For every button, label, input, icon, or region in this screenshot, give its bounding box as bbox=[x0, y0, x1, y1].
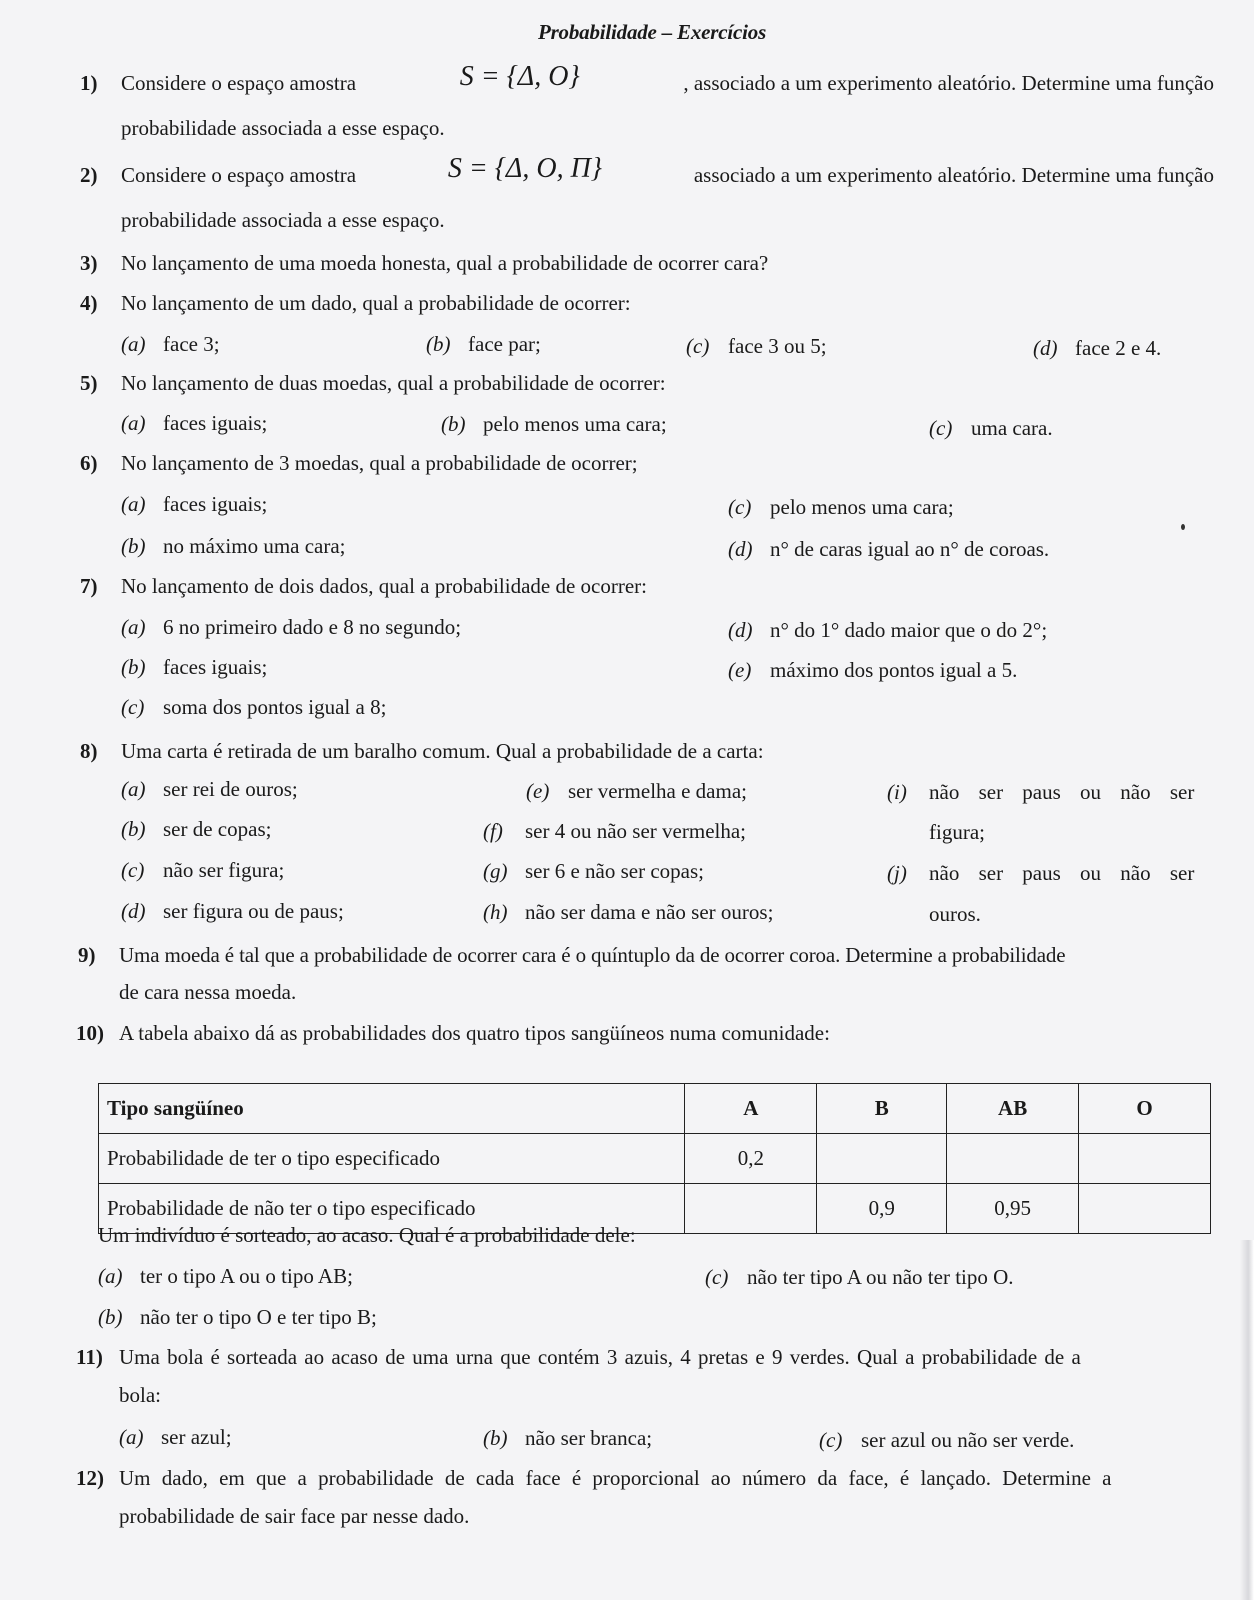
question-3: No lançamento de uma moeda honesta, qual a probabilidade de ocorrer cara? bbox=[121, 251, 769, 275]
option-11b: (b) não ser branca; bbox=[483, 1426, 653, 1450]
table-header-cell: O bbox=[1079, 1084, 1211, 1134]
option-4b: (b) face par; bbox=[426, 332, 541, 356]
blood-type-table bbox=[98, 1083, 1211, 1234]
table-cell bbox=[817, 1134, 947, 1184]
option-8e: (e) ser vermelha e dama; bbox=[526, 779, 747, 803]
question-12: Um dado, em que a probabilidade de cada face é proporcional ao número da face, é lançado. Determine a bbox=[119, 1466, 1112, 1490]
question-number: 8) bbox=[80, 739, 98, 763]
sample-space-formula: S = {Δ, O, Π} bbox=[447, 153, 603, 184]
scan-speck bbox=[1181, 524, 1185, 530]
option-6d: (d) n° de caras igual ao n° de coroas. bbox=[728, 537, 1050, 561]
question-text: Considere o espaço amostra bbox=[121, 71, 357, 95]
option-6c: (c) pelo menos uma cara; bbox=[728, 495, 954, 519]
table-cell: Probabilidade de não ter o tipo especificado bbox=[99, 1184, 685, 1234]
table-header-cell: AB bbox=[947, 1084, 1079, 1134]
option-8h: (h) não ser dama e não ser ouros; bbox=[483, 900, 774, 924]
option-8b: (b) ser de copas; bbox=[121, 817, 272, 841]
option-6a: (a) faces iguais; bbox=[121, 492, 268, 516]
option-7a: (a) 6 no primeiro dado e 8 no segundo; bbox=[121, 615, 462, 639]
question-11: Uma bola é sorteada ao acaso de uma urna que contém 3 azuis, 4 pretas e 9 verdes. Qual a probabilidade de a bbox=[119, 1345, 1081, 1369]
question-number: 10) bbox=[76, 1021, 104, 1045]
option-8d: (d) ser figura ou de paus; bbox=[121, 899, 344, 923]
question-text: associado a um experimento aleatório. Determine uma função bbox=[693, 163, 1214, 187]
question-text-cont: bola: bbox=[119, 1383, 161, 1407]
question-number: 1) bbox=[80, 71, 98, 95]
question-text-cont: probabilidade associada a esse espaço. bbox=[121, 116, 445, 140]
option-8c: (c) não ser figura; bbox=[121, 858, 285, 882]
question-9: Uma moeda é tal que a probabilidade de ocorrer cara é o quíntuplo da de ocorrer coroa. Determine a probabilidade bbox=[119, 943, 1066, 967]
question-2 bbox=[121, 153, 1214, 188]
option-10c: (c) não ter tipo A ou não ter tipo O. bbox=[705, 1265, 1014, 1289]
table-row bbox=[99, 1134, 1211, 1184]
table-cell: Probabilidade de ter o tipo especificado bbox=[99, 1134, 685, 1184]
question-number: 5) bbox=[80, 371, 98, 395]
option-5c: (c) uma cara. bbox=[929, 416, 1053, 440]
option-8a: (a) ser rei de ouros; bbox=[121, 777, 298, 801]
option-11a: (a) ser azul; bbox=[119, 1425, 232, 1449]
page-edge bbox=[1240, 1240, 1254, 1600]
question-text-cont: de cara nessa moeda. bbox=[119, 980, 297, 1004]
question-10: A tabela abaixo dá as probabilidades dos quatro tipos sangüíneos numa comunidade: bbox=[119, 1021, 830, 1045]
option-8j: (j) não ser paus ou não ser bbox=[887, 861, 1195, 885]
question-text: Considere o espaço amostra bbox=[121, 163, 357, 187]
option-4c: (c) face 3 ou 5; bbox=[686, 334, 827, 358]
option-7b: (b) faces iguais; bbox=[121, 655, 268, 679]
question-number: 11) bbox=[76, 1345, 103, 1369]
option-5b: (b) pelo menos uma cara; bbox=[441, 412, 667, 436]
option-8i-cont: figura; bbox=[929, 820, 985, 844]
question-number: 7) bbox=[80, 574, 98, 598]
table-cell bbox=[685, 1184, 817, 1234]
table-cell: 0,95 bbox=[947, 1184, 1079, 1234]
option-10a: (a) ter o tipo A ou o tipo AB; bbox=[98, 1264, 353, 1288]
option-8g: (g) ser 6 e não ser copas; bbox=[483, 859, 705, 883]
table-cell bbox=[1079, 1134, 1211, 1184]
question-number: 9) bbox=[78, 943, 96, 967]
sample-space-formula: S = {Δ, O} bbox=[459, 61, 580, 92]
question-10-followup: Um indivíduo é sorteado, ao acaso. Qual é a probabilidade dele: bbox=[98, 1223, 636, 1247]
question-text-cont: probabilidade associada a esse espaço. bbox=[121, 208, 445, 232]
table-header-cell: Tipo sangüíneo bbox=[99, 1084, 685, 1134]
question-number: 12) bbox=[76, 1466, 104, 1490]
option-6b: (b) no máximo uma cara; bbox=[121, 534, 346, 558]
table-cell: 0,2 bbox=[685, 1134, 817, 1184]
table-header-row bbox=[99, 1084, 1211, 1134]
option-7d: (d) n° do 1° dado maior que o do 2°; bbox=[728, 618, 1048, 642]
question-text-cont: probabilidade de sair face par nesse dado. bbox=[119, 1504, 470, 1528]
option-7e: (e) máximo dos pontos igual a 5. bbox=[728, 658, 1018, 682]
question-text: , associado a um experimento aleatório. Determine uma função bbox=[683, 71, 1214, 95]
option-8f: (f) ser 4 ou não ser vermelha; bbox=[483, 819, 747, 843]
question-number: 4) bbox=[80, 291, 98, 315]
table-header-cell: B bbox=[817, 1084, 947, 1134]
question-1 bbox=[121, 61, 1214, 96]
question-4: No lançamento de um dado, qual a probabilidade de ocorrer: bbox=[121, 291, 631, 315]
table-header-cell: A bbox=[685, 1084, 817, 1134]
option-10b: (b) não ter o tipo O e ter tipo B; bbox=[98, 1305, 377, 1329]
option-7c: (c) soma dos pontos igual a 8; bbox=[121, 695, 387, 719]
table-cell bbox=[1079, 1184, 1211, 1234]
question-5: No lançamento de duas moedas, qual a probabilidade de ocorrer: bbox=[121, 371, 666, 395]
question-number: 2) bbox=[80, 163, 98, 187]
option-8i: (i) não ser paus ou não ser bbox=[887, 780, 1195, 804]
question-8: Uma carta é retirada de um baralho comum. Qual a probabilidade de a carta: bbox=[121, 739, 764, 763]
table-cell: 0,9 bbox=[817, 1184, 947, 1234]
option-8j-cont: ouros. bbox=[929, 902, 981, 926]
question-6: No lançamento de 3 moedas, qual a probabilidade de ocorrer; bbox=[121, 451, 638, 475]
option-4d: (d) face 2 e 4. bbox=[1033, 336, 1162, 360]
table-cell bbox=[947, 1134, 1079, 1184]
page-title: Probabilidade – Exercícios bbox=[537, 20, 767, 44]
option-11c: (c) ser azul ou não ser verde. bbox=[819, 1428, 1075, 1452]
option-5a: (a) faces iguais; bbox=[121, 411, 268, 435]
option-4a: (a) face 3; bbox=[121, 332, 220, 356]
question-number: 6) bbox=[80, 451, 98, 475]
question-number: 3) bbox=[80, 251, 98, 275]
question-7: No lançamento de dois dados, qual a probabilidade de ocorrer: bbox=[121, 574, 647, 598]
